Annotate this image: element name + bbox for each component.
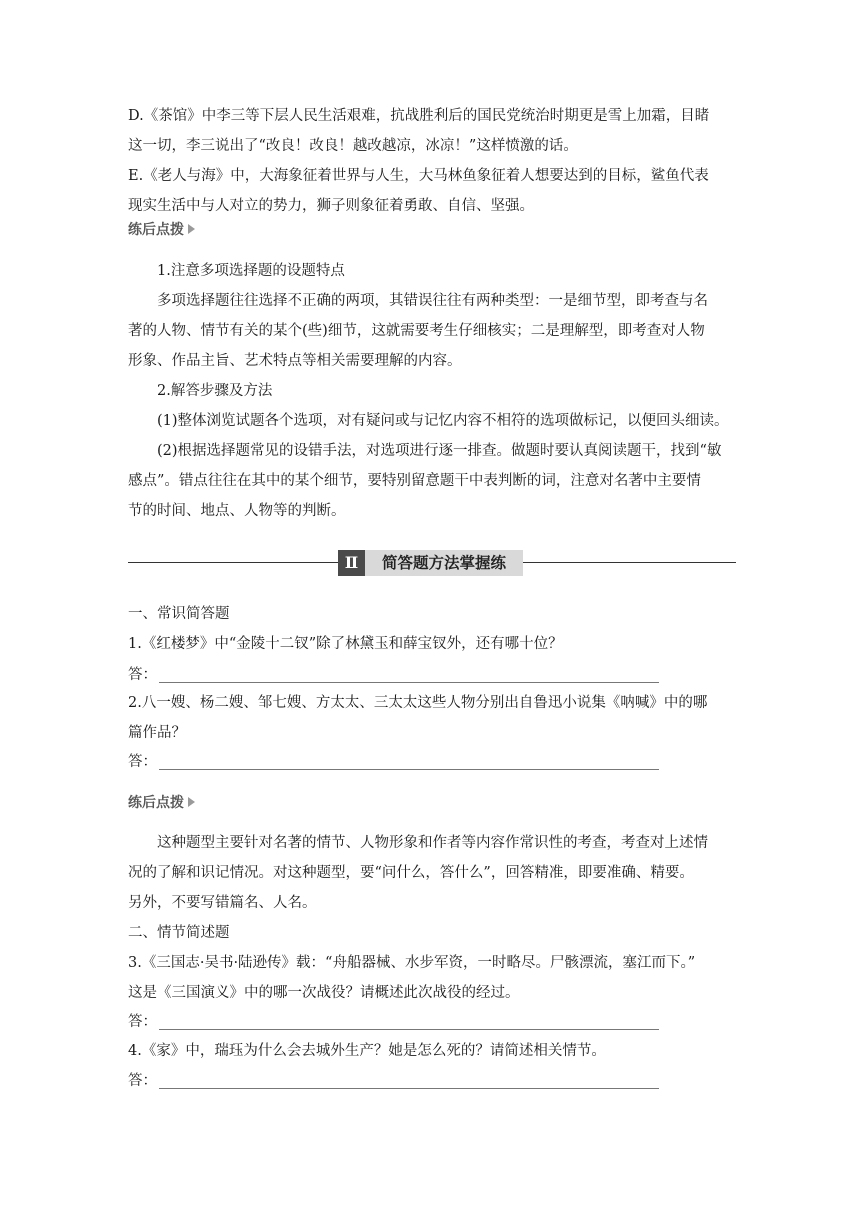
section-2-heading: 二、情节简述题 [128, 925, 230, 941]
banner-number: Ⅱ [338, 550, 365, 576]
tip-paragraph-line: 感点”。错点往往在其中的某个细节，要特别留意题干中表判断的词，注意对名著中主要情 [128, 473, 701, 489]
question-4: 4.《家》中，瑞珏为什么会去城外生产？她是怎么死的？请简述相关情节。 [128, 1043, 606, 1059]
answer-blank[interactable] [159, 1074, 659, 1089]
section-banner [128, 550, 736, 576]
banner-title: 简答题方法掌握练 [365, 550, 523, 576]
answer-line-4 [128, 1070, 659, 1092]
answer-line-3 [128, 1011, 659, 1033]
answer-line-2 [128, 751, 659, 773]
answer-blank[interactable] [159, 1015, 659, 1030]
answer-label: 答： [128, 1073, 157, 1089]
option-d-line-1: D.《茶馆》中李三等下层人民生活艰难，抗战胜利后的国民党统治时期更是雪上加霜，目睹 [128, 108, 710, 124]
tip-paragraph-line: 况的了解和识记情况。对这种题型，要“问什么，答什么”，回答精准，即要准确、精要。 [128, 865, 694, 881]
tip-paragraph-line: 这种题型主要针对名著的情节、人物形象和作者等内容作常识性的考查，考查对上述情 [157, 835, 708, 851]
question-2-block [128, 688, 736, 748]
play-arrow-icon [188, 224, 195, 234]
question-2-line-1: 2.八一嫂、杨二嫂、邹七嫂、方太太、三太太这些人物分别出自鲁迅小说集《呐喊》中的哪 [128, 695, 708, 711]
banner-box [338, 550, 650, 576]
question-1: 1.《红楼梦》中“金陵十二钗”除了林黛玉和薛宝钗外，还有哪十位？ [128, 636, 563, 652]
tip-label-text: 练后点拨 [128, 222, 184, 238]
banner-rule-right [523, 562, 736, 563]
question-3-line-1: 3.《三国志·吴书·陆逊传》载：“舟船器械、水步军资，一时略尽。尸骸漂流，塞江而下。” [128, 955, 696, 971]
question-4-block [128, 1036, 736, 1066]
tip-label-1 [128, 220, 195, 240]
tip-paragraph-line: 著的人物、情节有关的某个(些)细节，这就需要考生仔细核实；二是理解型，即考查对人物 [128, 323, 705, 339]
answer-label: 答： [128, 1014, 157, 1030]
section-1-heading: 一、常识简答题 [128, 606, 230, 622]
question-3-line-2: 这是《三国演义》中的哪一次战役？请概述此次战役的经过。 [128, 985, 520, 1001]
tip-paragraph-line: 另外，不要写错篇名、人名。 [128, 895, 317, 911]
tip-paragraph-line: 形象、作品主旨、艺术特点等相关需要理解的内容。 [128, 353, 462, 369]
section-2 [128, 918, 736, 1008]
tip-paragraph-line: (2)根据选择题常见的设错手法，对选项进行逐一排查。做题时要认真阅读题干，找到“敏 [157, 443, 722, 459]
question-2-line-2: 篇作品？ [128, 725, 186, 741]
tip-label-text: 练后点拨 [128, 795, 184, 811]
tip-label-2 [128, 793, 195, 813]
option-d-line-2: 这一切，李三说出了“改良！改良！越改越凉，冰凉！”这样愤激的话。 [128, 138, 578, 154]
answer-blank[interactable] [159, 668, 659, 683]
tips-block-2 [128, 828, 736, 918]
tip-paragraph-line: (1)整体浏览试题各个选项，对有疑问或与记忆内容不相符的选项做标记，以便回头细读。 [157, 413, 729, 429]
option-e-line-2: 现实生活中与人对立的势力，狮子则象征着勇敢、自信、坚强。 [128, 198, 534, 214]
play-arrow-icon [188, 797, 195, 807]
answer-label: 答： [128, 667, 157, 683]
tips-block-1 [128, 256, 736, 526]
tip-point-2-title: 2.解答步骤及方法 [157, 383, 273, 399]
answer-label: 答： [128, 754, 157, 770]
options-block [128, 101, 736, 221]
answer-line-1 [128, 664, 659, 686]
tip-paragraph-line: 多项选择题往往选择不正确的两项，其错误往往有两种类型：一是细节型，即考查与名 [157, 293, 708, 309]
tip-point-1-title: 1.注意多项选择题的设题特点 [157, 263, 345, 279]
answer-blank[interactable] [159, 755, 659, 770]
section-1 [128, 599, 736, 659]
option-e-line-1: E.《老人与海》中，大海象征着世界与人生，大马林鱼象征着人想要达到的目标，鲨鱼代表 [128, 168, 709, 184]
banner-rule-left [128, 562, 338, 563]
tip-paragraph-line: 节的时间、地点、人物等的判断。 [128, 503, 346, 519]
